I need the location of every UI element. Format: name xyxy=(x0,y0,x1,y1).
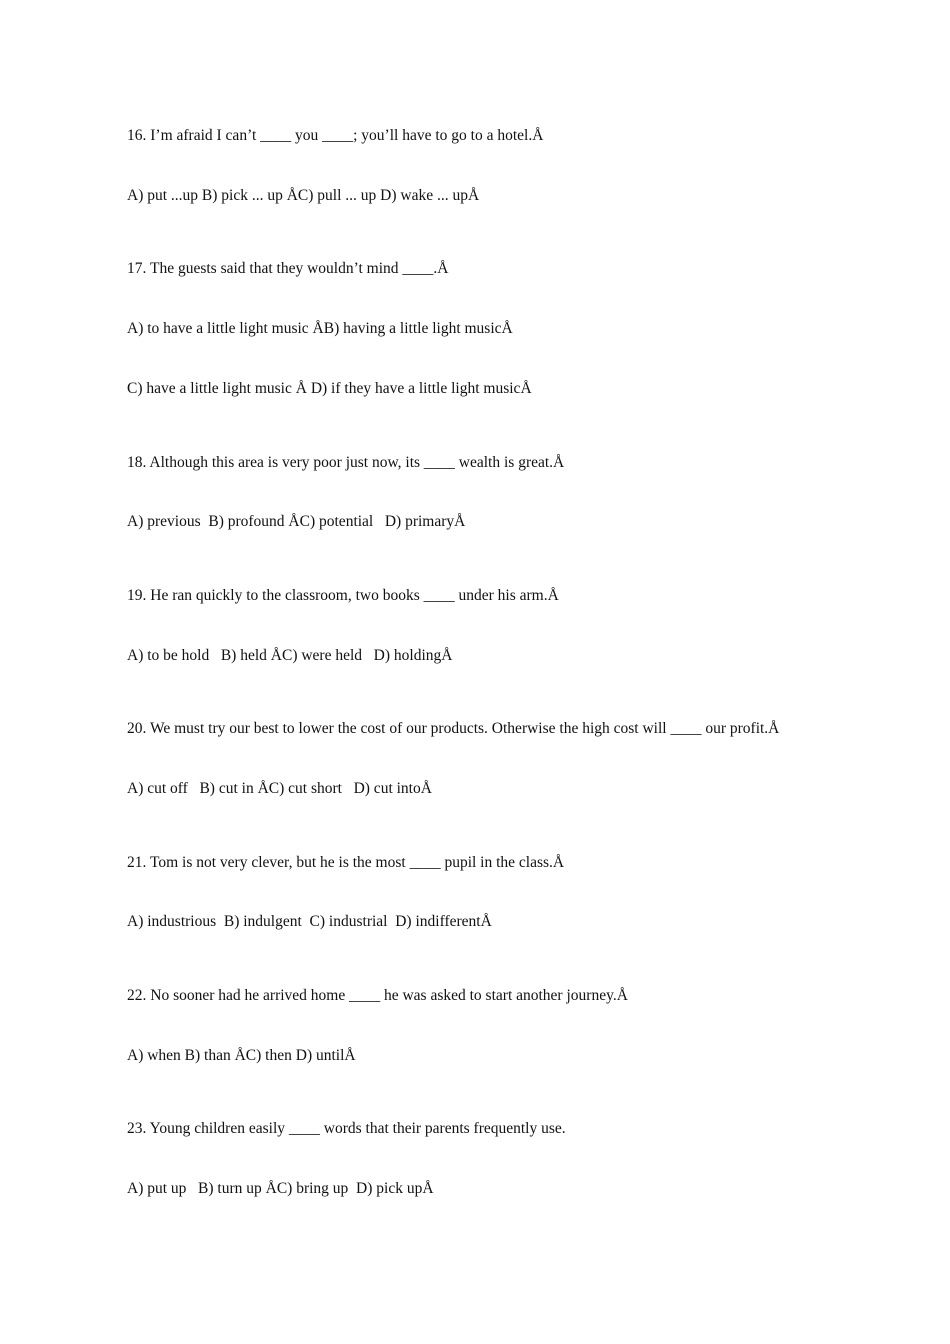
question-22-options: A) when B) than ÅC) then D) untilÅ xyxy=(127,1047,356,1064)
question-18-stem: 18. Although this area is very poor just now, its ____ wealth is great.Å xyxy=(127,454,565,471)
question-22-stem: 22. No sooner had he arrived home ____ he was asked to start another journey.Å xyxy=(127,987,628,1004)
question-16-stem: 16. I’m afraid I can’t ____ you ____; you’ll have to go to a hotel.Å xyxy=(127,127,544,144)
question-17-options-line-1: A) to have a little light music ÅB) having a little light musicÅ xyxy=(127,320,513,337)
question-23-options: A) put up B) turn up ÅC) bring up D) pick upÅ xyxy=(127,1180,434,1197)
question-18-options: A) previous B) profound ÅC) potential D) primaryÅ xyxy=(127,513,466,530)
question-21-options: A) industrious B) indulgent C) industrial D) indifferentÅ xyxy=(127,913,492,930)
question-20-stem: 20. We must try our best to lower the cost of our products. Otherwise the high cost will ____ our profit.Å xyxy=(127,720,780,737)
question-17-options-line-2: C) have a little light music Å D) if they have a little light musicÅ xyxy=(127,380,532,397)
question-21-stem: 21. Tom is not very clever, but he is the most ____ pupil in the class.Å xyxy=(127,854,565,871)
question-16-options: A) put ...up B) pick ... up ÅC) pull ... up D) wake ... upÅ xyxy=(127,187,480,204)
question-17-stem: 17. The guests said that they wouldn’t mind ____.Å xyxy=(127,260,449,277)
question-23-stem: 23. Young children easily ____ words that their parents frequently use. xyxy=(127,1120,566,1137)
question-19-options: A) to be hold B) held ÅC) were held D) holdingÅ xyxy=(127,647,453,664)
question-20-options: A) cut off B) cut in ÅC) cut short D) cut intoÅ xyxy=(127,780,432,797)
question-19-stem: 19. He ran quickly to the classroom, two books ____ under his arm.Å xyxy=(127,587,559,604)
